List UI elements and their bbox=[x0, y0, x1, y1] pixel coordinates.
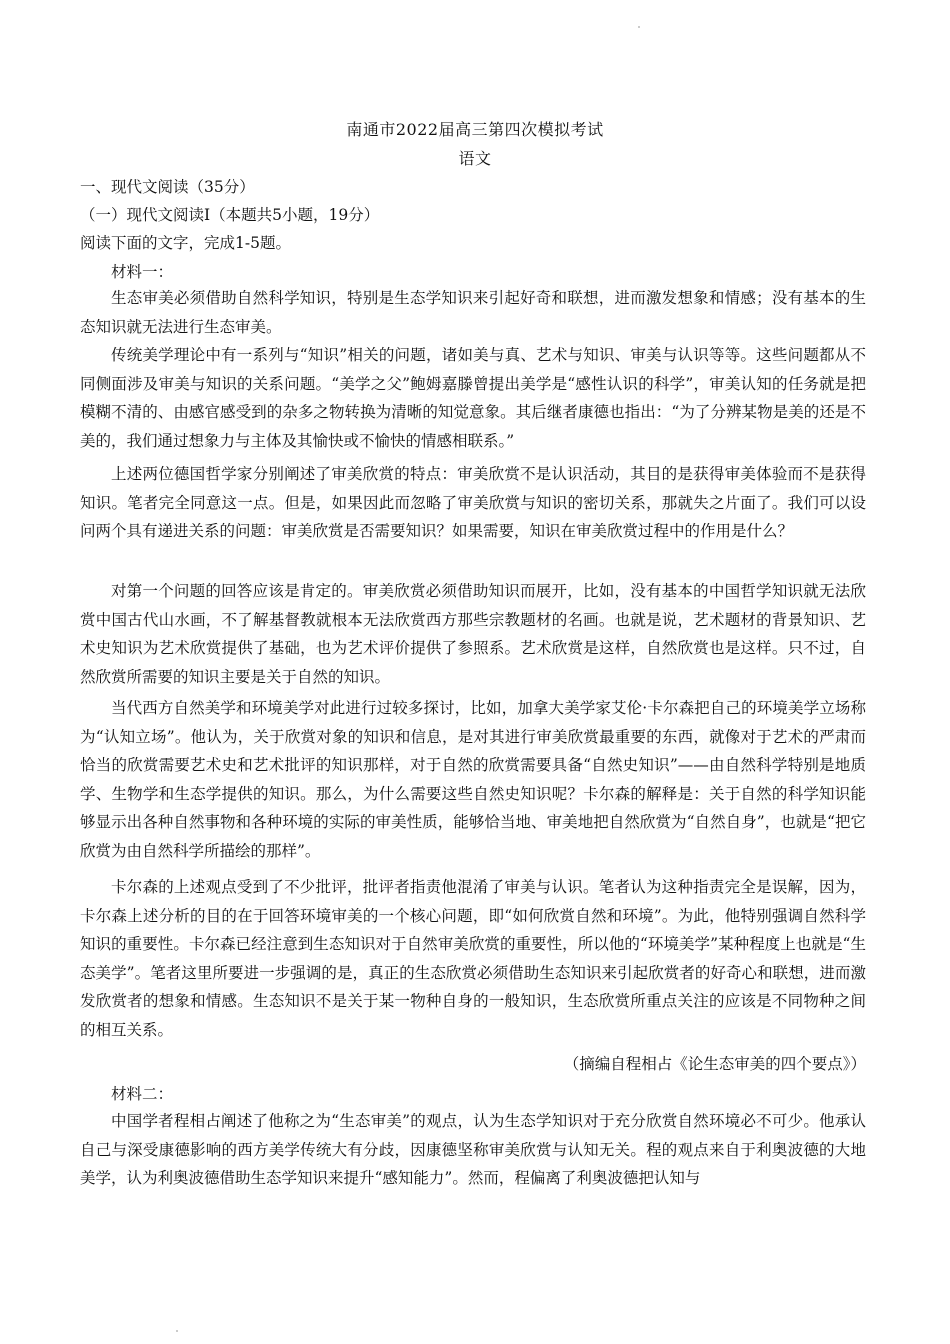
material-two-label: 材料二： bbox=[111, 1085, 174, 1103]
material-one-label: 材料一： bbox=[111, 263, 174, 281]
reading-instruction: 阅读下面的文字，完成1-5题。 bbox=[80, 234, 291, 252]
scan-speck bbox=[176, 1330, 178, 1332]
paragraph: 传统美学理论中有一系列与“知识”相关的问题，诸如美与真、艺术与知识、审美与认识等等。这些问题都从不同侧面涉及审美与知识的关系问题。“美学之父”鲍姆嘉滕曾提出美学是“感性认识的科学”，审美认知的任务就是把模糊不清的、由感官感受到的杂多之物转换为清晰的知觉意象。其后继者康德也指出：“为了分辨某物是美的还是不美的，我们通过想象力与主体及其愉快或不愉快的情感相联系。” bbox=[80, 346, 866, 450]
scan-speck bbox=[638, 26, 640, 28]
exam-title: 南通市2022届高三第四次模拟考试 bbox=[346, 120, 604, 139]
section-heading: 一、现代文阅读（35分） bbox=[80, 178, 255, 196]
section-subheading: （一）现代文阅读Ⅰ（本题共5小题，19分） bbox=[80, 206, 380, 224]
paragraph: 卡尔森的上述观点受到了不少批评，批评者指责他混淆了审美与认识。笔者认为这种指责完全是误解，因为，卡尔森上述分析的目的在于回答环境审美的一个核心问题，即“如何欣赏自然和环境”。为此，他特别强调自然科学知识的重要性。卡尔森已经注意到生态知识对于自然审美欣赏的重要性，所以他的“环境美学”某种程度上也就是“生态美学”。笔者这里所要进一步强调的是，真正的生态欣赏必须借助生态知识来引起欣赏者的好奇心和联想，进而激发欣赏者的想象和情感。生态知识不是关于某一物种自身的一般知识，生态欣赏所重点关注的应该是不同物种之间的相互关系。 bbox=[80, 878, 866, 1039]
paragraph: 中国学者程相占阐述了他称之为“生态审美”的观点，认为生态学知识对于充分欣赏自然环境必不可少。他承认自己与深受康德影响的西方美学传统大有分歧，因康德坚称审美欣赏与认知无关。程的观点来自于利奥波德的大地美学，认为利奥波德借助生态学知识来提升“感知能力”。然而，程偏离了利奥波德把认知与 bbox=[80, 1112, 866, 1188]
paragraph: 对第一个问题的回答应该是肯定的。审美欣赏必须借助知识而展开，比如，没有基本的中国哲学知识就无法欣赏中国古代山水画，不了解基督教就根本无法欣赏西方那些宗教题材的名画。也就是说，艺术题材的背景知识、艺术史知识为艺术欣赏提供了基础，也为艺术评价提供了参照系。艺术欣赏是这样，自然欣赏也是这样。只不过，自然欣赏所需要的知识主要是关于自然的知识。 bbox=[80, 582, 866, 686]
paragraph: 当代西方自然美学和环境美学对此进行过较多探讨，比如，加拿大美学家艾伦·卡尔森把自己的环境美学立场称为“认知立场”。他认为，关于欣赏对象的知识和信息，是对其进行审美欣赏最重要的东西，就像对于艺术的严肃而恰当的欣赏需要艺术史和艺术批评的知识那样，对于自然的欣赏需要具备“自然史知识”——由自然科学特别是地质学、生物学和生态学提供的知识。那么，为什么需要这些自然史知识呢？卡尔森的解释是：关于自然的科学知识能够显示出各种自然事物和各种环境的实际的审美性质，能够恰当地、审美地把自然欣赏为“自然自身”，也就是“把它欣赏为由自然科学所描绘的那样”。 bbox=[80, 699, 866, 860]
paragraph: 上述两位德国哲学家分别阐述了审美欣赏的特点：审美欣赏不是认识活动，其目的是获得审美体验而不是获得知识。笔者完全同意这一点。但是，如果因此而忽略了审美欣赏与知识的密切关系，那就失之片面了。我们可以设问两个具有递进关系的问题：审美欣赏是否需要知识？如果需要，知识在审美欣赏过程中的作用是什么？ bbox=[80, 465, 866, 541]
material-one-source: （摘编自程相占《论生态审美的四个要点》） bbox=[563, 1055, 866, 1073]
subject-title: 语文 bbox=[458, 149, 492, 168]
paragraph: 生态审美必须借助自然科学知识，特别是生态学知识来引起好奇和联想，进而激发想象和情感；没有基本的生态知识就无法进行生态审美。 bbox=[80, 289, 866, 336]
